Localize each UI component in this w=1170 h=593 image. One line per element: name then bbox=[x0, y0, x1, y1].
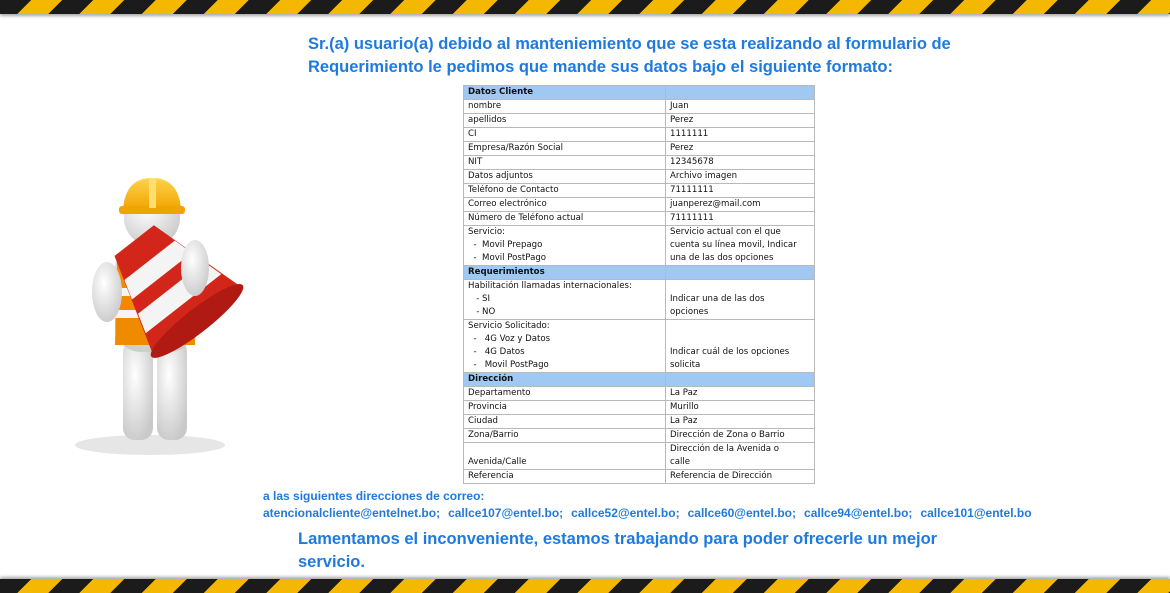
email-address-link[interactable]: atencionalcliente@entelnet.bo; bbox=[263, 506, 441, 520]
table-row bbox=[464, 212, 815, 226]
table-section-header bbox=[464, 373, 815, 387]
table-row bbox=[464, 415, 815, 429]
table-row bbox=[464, 170, 815, 184]
table-row bbox=[464, 429, 815, 443]
field-label-line: - Movil PostPago bbox=[468, 360, 549, 370]
field-label: Correo electrónico bbox=[464, 198, 666, 212]
field-label bbox=[464, 280, 666, 320]
field-value-line: opciones bbox=[670, 307, 709, 317]
field-label: Referencia bbox=[464, 470, 666, 484]
field-value-line: solicita bbox=[670, 360, 701, 370]
field-label: Zona/Barrio bbox=[464, 429, 666, 443]
field-label: Datos Cliente bbox=[464, 86, 666, 100]
field-value: juanperez@mail.com bbox=[666, 198, 815, 212]
field-label bbox=[464, 443, 666, 470]
table-row bbox=[464, 142, 815, 156]
field-value: Perez bbox=[666, 142, 815, 156]
table-row bbox=[464, 128, 815, 142]
table-row bbox=[464, 280, 815, 320]
field-label: CI bbox=[464, 128, 666, 142]
field-value: 71111111 bbox=[666, 184, 815, 198]
field-label-line: - SI bbox=[468, 294, 491, 304]
request-format-table bbox=[463, 85, 815, 484]
field-label-line: - Movil PostPago bbox=[468, 253, 547, 263]
intro-message: Sr.(a) usuario(a) debido al manteniemiento que se esta realizando al formulario de Requerimiento le pedimos que mande sus datos bajo el siguiente formato: bbox=[308, 35, 951, 76]
field-label: Provincia bbox=[464, 401, 666, 415]
field-value-line bbox=[670, 333, 810, 346]
table-row bbox=[464, 387, 815, 401]
table-row bbox=[464, 156, 815, 170]
email-address-link[interactable]: callce60@entel.bo; bbox=[687, 506, 797, 520]
field-value: Juan bbox=[666, 100, 815, 114]
closing-message: Lamentamos el inconveniente, estamos trabajando para poder ofrecerle un mejor servicio. bbox=[298, 530, 938, 571]
field-value bbox=[666, 320, 815, 373]
field-value: Dirección de Zona o Barrio bbox=[666, 429, 815, 443]
field-label: Ciudad bbox=[464, 415, 666, 429]
field-value: La Paz bbox=[666, 415, 815, 429]
field-value-line: Indicar una de las dos bbox=[670, 294, 765, 304]
table-row bbox=[464, 470, 815, 484]
field-label: NIT bbox=[464, 156, 666, 170]
field-value bbox=[666, 226, 815, 266]
table-row bbox=[464, 184, 815, 198]
field-label-line: - 4G Voz y Datos bbox=[468, 334, 551, 344]
table-section-header bbox=[464, 266, 815, 280]
field-label-line: Avenida/Calle bbox=[468, 457, 527, 467]
field-value bbox=[666, 443, 815, 470]
field-label: Departamento bbox=[464, 387, 666, 401]
field-label-line: - NO bbox=[468, 307, 496, 317]
field-label: Número de Teléfono actual bbox=[464, 212, 666, 226]
field-value-line: Indicar cuál de los opciones bbox=[670, 347, 790, 357]
table-row bbox=[464, 226, 815, 266]
field-label-line: - 4G Datos bbox=[468, 347, 525, 357]
field-value: Archivo imagen bbox=[666, 170, 815, 184]
field-value: 12345678 bbox=[666, 156, 815, 170]
field-value bbox=[666, 373, 815, 387]
field-value: 1111111 bbox=[666, 128, 815, 142]
field-label: Requerimientos bbox=[464, 266, 666, 280]
email-address-link[interactable]: callce101@entel.bo bbox=[920, 506, 1032, 520]
table-row bbox=[464, 443, 815, 470]
field-label bbox=[464, 320, 666, 373]
field-label-line: - Movil Prepago bbox=[468, 240, 543, 250]
table-row bbox=[464, 100, 815, 114]
field-value: Referencia de Dirección bbox=[666, 470, 815, 484]
table-row bbox=[464, 198, 815, 212]
field-label: Dirección bbox=[464, 373, 666, 387]
table-section-header bbox=[464, 86, 815, 100]
field-label bbox=[464, 226, 666, 266]
field-label-line: Servicio Solicitado: bbox=[468, 321, 550, 331]
emails-label: a las siguientes direcciones de correo: bbox=[263, 489, 485, 503]
email-address-link[interactable]: callce107@entel.bo; bbox=[448, 506, 564, 520]
table-row bbox=[464, 401, 815, 415]
field-label: apellidos bbox=[464, 114, 666, 128]
field-label-line bbox=[468, 443, 661, 456]
field-value-line: Dirección de la Avenida o bbox=[670, 444, 780, 454]
field-label: Empresa/Razón Social bbox=[464, 142, 666, 156]
field-value: Murillo bbox=[666, 401, 815, 415]
field-value: La Paz bbox=[666, 387, 815, 401]
construction-worker-illustration bbox=[45, 160, 260, 460]
field-value-line: cuenta su línea movil, Indicar bbox=[670, 240, 797, 250]
field-label: Teléfono de Contacto bbox=[464, 184, 666, 198]
field-value-line bbox=[670, 280, 810, 293]
field-label-line: Servicio: bbox=[468, 227, 506, 237]
email-address-link[interactable]: callce52@entel.bo; bbox=[571, 506, 680, 520]
field-value: Perez bbox=[666, 114, 815, 128]
field-label: Datos adjuntos bbox=[464, 170, 666, 184]
hazard-stripe-top bbox=[0, 0, 1170, 14]
email-address-link[interactable]: callce94@entel.bo; bbox=[804, 506, 913, 520]
table-row bbox=[464, 114, 815, 128]
field-value-line: calle bbox=[670, 457, 691, 467]
email-list bbox=[263, 505, 1163, 521]
hazard-stripe-bottom bbox=[0, 579, 1170, 593]
table-row bbox=[464, 320, 815, 373]
field-value bbox=[666, 266, 815, 280]
field-value bbox=[666, 280, 815, 320]
field-value-line bbox=[670, 320, 810, 333]
field-label: nombre bbox=[464, 100, 666, 114]
field-value-line: Servicio actual con el que bbox=[670, 227, 781, 237]
field-label-line: Habilitación llamadas internacionales: bbox=[468, 281, 632, 291]
field-value-line: una de las dos opciones bbox=[670, 253, 774, 263]
field-value bbox=[666, 86, 815, 100]
field-value: 71111111 bbox=[666, 212, 815, 226]
